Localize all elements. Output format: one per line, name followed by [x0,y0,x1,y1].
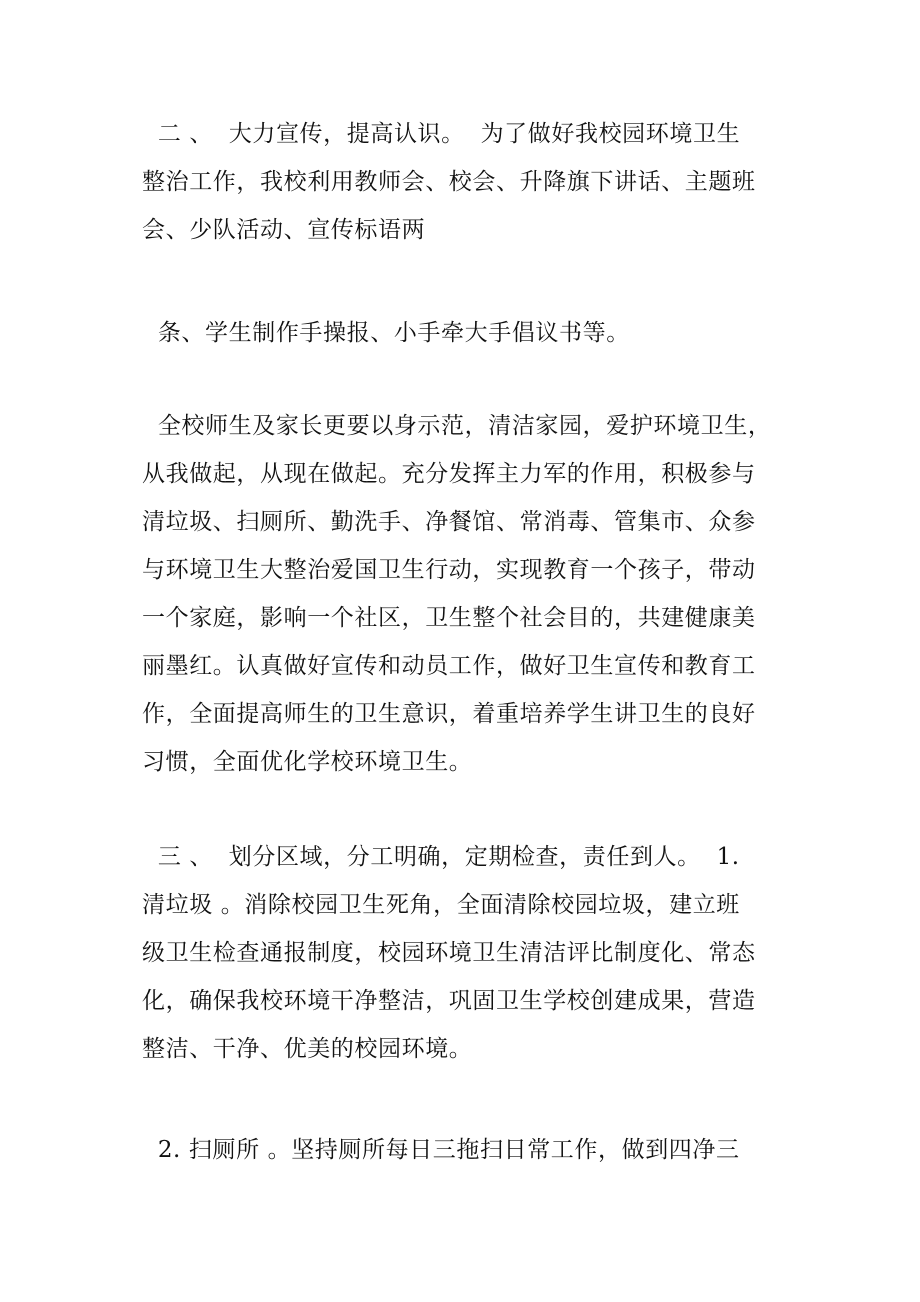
text-line: 级卫生检查通报制度，校园环境卫生清洁评比制度化、常态 [142,940,756,966]
text-line: 会、少队活动、宣传标语两 [142,217,426,243]
text-line: 化，确保我校环境干净整洁，巩固卫生学校创建成果，营造 [142,988,756,1014]
text-line: 清垃圾、扫厕所、勤洗手、净餐馆、常消毒、管集市、众参 [142,509,756,535]
paragraph-item-two [142,1126,782,1174]
text-line: 整治工作，我校利用教师会、校会、升降旗下讲话、主题班 [142,169,756,195]
text-line: 2. 扫厕所 。坚持厕所每日三拖扫日常工作，做到四净三 [142,1137,740,1163]
paragraph-continuation [142,309,782,357]
paragraph-section-two [142,110,782,254]
text-line: 整洁、干净、优美的校园环境。 [142,1036,473,1062]
text-line: 与环境卫生大整治爱国卫生行动，实现教育一个孩子，带动 [142,557,756,583]
text-line: 丽墨红。认真做好宣传和动员工作，做好卫生宣传和教育工 [142,653,756,679]
text-line: 二 、 大力宣传，提高认识。 为了做好我校园环境卫生 [142,121,741,147]
text-line: 三 、 划分区域，分工明确，定期检查，责任到人。 1. [142,844,740,870]
paragraph-section-three [142,833,782,1073]
text-line: 清垃圾 。消除校园卫生死角，全面清除校园垃圾，建立班 [142,892,740,918]
text-line: 条、学生制作手操报、小手牵大手倡议书等。 [142,320,630,346]
text-line: 习惯，全面优化学校环境卫生。 [142,749,473,775]
text-line: 作，全面提高师生的卫生意识，着重培养学生讲卫生的良好 [142,701,756,727]
text-line: 从我做起，从现在做起。充分发挥主力军的作用，积极参与 [142,461,756,487]
paragraph-all-school [142,402,782,786]
text-line: 一个家庭，影响一个社区，卫生整个社会目的，共建健康美 [142,605,756,631]
text-line: 全校师生及家长更要以身示范，清洁家园，爱护环境卫生， [142,413,772,439]
